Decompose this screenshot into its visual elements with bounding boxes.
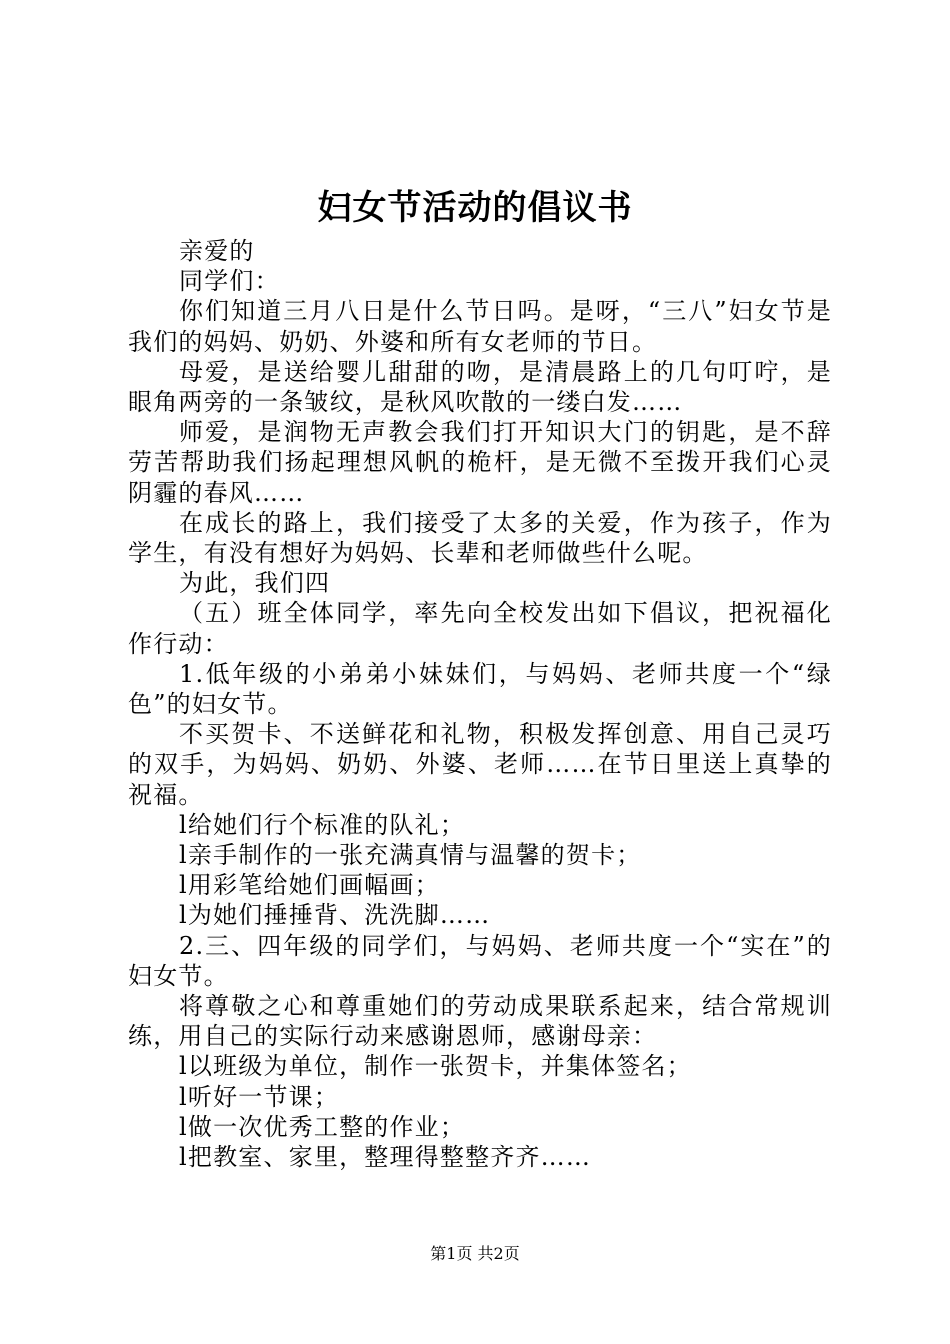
list-item: l做一次优秀工整的作业；	[179, 1112, 466, 1141]
paragraph-item-heading: 2.三、四年级的同学们，与妈妈、老师共度一个“实在”的妇女节。	[128, 931, 832, 990]
paragraph: 将尊敬之心和尊重她们的劳动成果联系起来，结合常规训练，用自己的实际行动来感谢恩师，感谢母亲：	[128, 992, 832, 1051]
paragraph: 为此，我们四	[179, 569, 331, 598]
document-title: 妇女节活动的倡议书	[317, 188, 633, 228]
paragraph: 母爱，是送给婴儿甜甜的吻，是清晨路上的几句叮咛，是眼角两旁的一条皱纹，是秋风吹散的一缕白发……	[128, 357, 832, 417]
paragraph: 你们知道三月八日是什么节日吗。是呀，“三八”妇女节是我们的妈妈、奶奶、外婆和所有女老师的节日。	[128, 297, 832, 356]
paragraph-salutation-1: 亲爱的	[179, 237, 255, 265]
document-body	[128, 236, 832, 1172]
list-item: l给她们行个标准的队礼；	[179, 810, 466, 839]
paragraph-item-heading: 1.低年级的小弟弟小妹妹们，与妈妈、老师共度一个“绿色”的妇女节。	[128, 659, 832, 719]
paragraph: （五）班全体同学，率先向全校发出如下倡议，把祝福化作行动：	[128, 599, 832, 658]
paragraph-salutation-2: 同学们：	[179, 267, 280, 296]
list-item: l为她们捶捶背、洗洗脚……	[179, 901, 491, 930]
paragraph: 师爱，是润物无声教会我们打开知识大门的钥匙，是不辞劳苦帮助我们扬起理想风帆的桅杆，是无微不至拨开我们心灵阴霾的春风……	[128, 418, 832, 507]
list-item: l亲手制作的一张充满真情与温馨的贺卡；	[179, 841, 642, 870]
list-item: l以班级为单位，制作一张贺卡，并集体签名；	[179, 1052, 692, 1081]
list-item: l把教室、家里，整理得整整齐齐……	[179, 1143, 592, 1172]
paragraph: 在成长的路上，我们接受了太多的关爱，作为孩子，作为学生，有没有想好为妈妈、长辈和老师做些什么呢。	[128, 508, 832, 568]
page-footer: 第1页 共2页	[430, 1244, 520, 1263]
list-item: l听好一节课；	[179, 1082, 340, 1111]
paragraph: 不买贺卡、不送鲜花和礼物，积极发挥创意、用自己灵巧的双手，为妈妈、奶奶、外婆、老师……在节日里送上真挚的祝福。	[128, 720, 832, 809]
list-item: l用彩笔给她们画幅画；	[179, 871, 440, 900]
